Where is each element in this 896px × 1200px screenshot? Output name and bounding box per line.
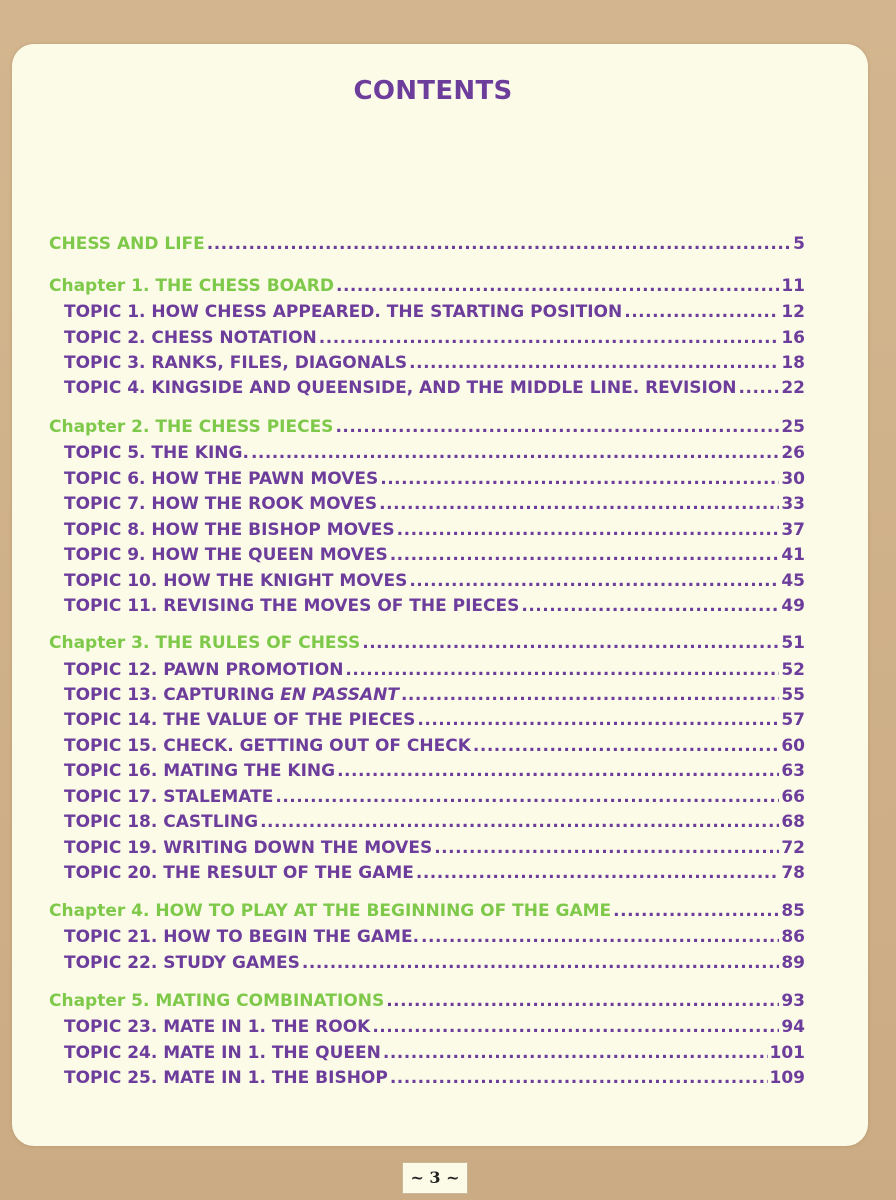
topic-entry bbox=[64, 351, 805, 375]
dot-leader bbox=[207, 232, 791, 256]
topic-entry bbox=[64, 810, 805, 834]
entry-label: TOPIC 7. HOW THE ROOK MOVES bbox=[64, 494, 378, 514]
topic-entry bbox=[64, 861, 805, 885]
topic-entry bbox=[64, 683, 805, 707]
topic-entry bbox=[64, 734, 805, 758]
entry-page-number: 37 bbox=[781, 520, 805, 540]
entry-page-number: 18 bbox=[781, 353, 805, 373]
topic-entry bbox=[64, 785, 805, 809]
dot-leader bbox=[386, 989, 779, 1013]
entry-label: Chapter 2. THE CHESS PIECES bbox=[49, 417, 334, 437]
entry-label: Chapter 3. THE RULES OF CHESS bbox=[49, 633, 361, 653]
page-number: ~ 3 ~ bbox=[402, 1162, 468, 1194]
dot-leader bbox=[251, 441, 779, 465]
entry-page-number: 11 bbox=[781, 276, 805, 296]
chapter-entry bbox=[49, 232, 805, 256]
entry-page-number: 12 bbox=[781, 302, 805, 322]
entry-label: TOPIC 23. MATE IN 1. THE ROOK bbox=[64, 1017, 371, 1037]
entry-page-number: 16 bbox=[781, 328, 805, 348]
topic-entry bbox=[64, 759, 805, 783]
dot-leader bbox=[379, 492, 779, 516]
topic-entry bbox=[64, 836, 805, 860]
entry-page-number: 45 bbox=[781, 571, 805, 591]
topic-entry bbox=[64, 441, 805, 465]
dot-leader bbox=[390, 1066, 768, 1090]
entry-label: TOPIC 11. REVISING THE MOVES OF THE PIECES bbox=[64, 596, 520, 616]
entry-page-number: 85 bbox=[781, 901, 805, 921]
entry-page-number: 26 bbox=[781, 443, 805, 463]
entry-page-number: 89 bbox=[781, 953, 805, 973]
entry-page-number: 52 bbox=[781, 660, 805, 680]
dot-leader bbox=[401, 683, 779, 707]
entry-page-number: 60 bbox=[781, 736, 805, 756]
entry-label: Chapter 5. MATING COMBINATIONS bbox=[49, 991, 385, 1011]
dot-leader bbox=[319, 326, 780, 350]
chapter-entry bbox=[49, 899, 805, 923]
entry-page-number: 68 bbox=[781, 812, 805, 832]
entry-label: TOPIC 25. MATE IN 1. THE BISHOP bbox=[64, 1068, 388, 1088]
dot-leader bbox=[345, 658, 779, 682]
topic-entry bbox=[64, 1015, 805, 1039]
chapter-entry bbox=[49, 989, 805, 1013]
dot-leader bbox=[421, 925, 779, 949]
entry-label: TOPIC 18. CASTLING bbox=[64, 812, 259, 832]
topic-entry bbox=[64, 951, 805, 975]
entry-label: TOPIC 13. CAPTURING EN PASSANT bbox=[64, 685, 399, 705]
dot-leader bbox=[302, 951, 779, 975]
entry-label: TOPIC 1. HOW CHESS APPEARED. THE STARTING POSITION bbox=[64, 302, 623, 322]
dot-leader bbox=[409, 351, 779, 375]
topic-entry bbox=[64, 594, 805, 618]
topic-entry bbox=[64, 1041, 805, 1065]
entry-label-italic: EN PASSANT bbox=[280, 685, 399, 705]
entry-page-number: 22 bbox=[781, 378, 805, 398]
page-title: CONTENTS bbox=[353, 76, 513, 106]
dot-leader bbox=[397, 518, 780, 542]
topic-entry bbox=[64, 1066, 805, 1090]
dot-leader bbox=[336, 274, 779, 298]
entry-page-number: 25 bbox=[781, 417, 805, 437]
entry-page-number: 101 bbox=[769, 1043, 805, 1063]
chapter-entry bbox=[49, 274, 805, 298]
entry-label: TOPIC 21. HOW TO BEGIN THE GAME. bbox=[64, 927, 420, 947]
entry-page-number: 66 bbox=[781, 787, 805, 807]
chapter-entry bbox=[49, 415, 805, 439]
dot-leader bbox=[380, 467, 779, 491]
entry-page-number: 55 bbox=[781, 685, 805, 705]
entry-label: TOPIC 9. HOW THE QUEEN MOVES bbox=[64, 545, 388, 565]
topic-entry bbox=[64, 376, 805, 400]
entry-label: Chapter 1. THE CHESS BOARD bbox=[49, 276, 335, 296]
entry-page-number: 94 bbox=[781, 1017, 805, 1037]
dot-leader bbox=[739, 376, 780, 400]
entry-label: TOPIC 10. HOW THE KNIGHT MOVES bbox=[64, 571, 408, 591]
topic-entry bbox=[64, 326, 805, 350]
dot-leader bbox=[409, 569, 779, 593]
entry-page-number: 63 bbox=[781, 761, 805, 781]
entry-label: TOPIC 2. CHESS NOTATION bbox=[64, 328, 317, 348]
entry-page-number: 78 bbox=[781, 863, 805, 883]
topic-entry bbox=[64, 492, 805, 516]
dot-leader bbox=[383, 1041, 768, 1065]
dot-leader bbox=[372, 1015, 779, 1039]
entry-page-number: 86 bbox=[781, 927, 805, 947]
entry-label: TOPIC 24. MATE IN 1. THE QUEEN bbox=[64, 1043, 381, 1063]
entry-label: TOPIC 17. STALEMATE bbox=[64, 787, 274, 807]
entry-page-number: 109 bbox=[769, 1068, 805, 1088]
topic-entry bbox=[64, 518, 805, 542]
dot-leader bbox=[613, 899, 779, 923]
dot-leader bbox=[417, 708, 779, 732]
entry-page-number: 41 bbox=[781, 545, 805, 565]
topic-entry bbox=[64, 708, 805, 732]
entry-label: TOPIC 3. RANKS, FILES, DIAGONALS bbox=[64, 353, 408, 373]
dot-leader bbox=[416, 861, 779, 885]
entry-label: Chapter 4. HOW TO PLAY AT THE BEGINNING OF THE GAME bbox=[49, 901, 612, 921]
topic-entry bbox=[64, 467, 805, 491]
dot-leader bbox=[390, 543, 780, 567]
entry-label: CHESS AND LIFE bbox=[49, 234, 205, 254]
entry-label: TOPIC 15. CHECK. GETTING OUT OF CHECK bbox=[64, 736, 471, 756]
entry-label: TOPIC 20. THE RESULT OF THE GAME bbox=[64, 863, 414, 883]
entry-page-number: 30 bbox=[781, 469, 805, 489]
chapter-entry bbox=[49, 631, 805, 655]
entry-page-number: 33 bbox=[781, 494, 805, 514]
topic-entry bbox=[64, 569, 805, 593]
dot-leader bbox=[337, 759, 779, 783]
entry-page-number: 72 bbox=[781, 838, 805, 858]
entry-label: TOPIC 12. PAWN PROMOTION bbox=[64, 660, 344, 680]
entry-page-number: 93 bbox=[781, 991, 805, 1011]
entry-label: TOPIC 5. THE KING. bbox=[64, 443, 249, 463]
entry-page-number: 49 bbox=[781, 596, 805, 616]
entry-page-number: 57 bbox=[781, 710, 805, 730]
dot-leader bbox=[260, 810, 779, 834]
entry-label: TOPIC 8. HOW THE BISHOP MOVES bbox=[64, 520, 395, 540]
dot-leader bbox=[434, 836, 779, 860]
dot-leader bbox=[362, 631, 779, 655]
entry-label: TOPIC 19. WRITING DOWN THE MOVES bbox=[64, 838, 433, 858]
entry-page-number: 51 bbox=[781, 633, 805, 653]
entry-page-number: 5 bbox=[793, 234, 805, 254]
entry-label: TOPIC 4. KINGSIDE AND QUEENSIDE, AND THE MIDDLE LINE. REVISION bbox=[64, 378, 737, 398]
dot-leader bbox=[275, 785, 779, 809]
dot-leader bbox=[473, 734, 779, 758]
topic-entry bbox=[64, 300, 805, 324]
dot-leader bbox=[521, 594, 779, 618]
topic-entry bbox=[64, 543, 805, 567]
topic-entry bbox=[64, 925, 805, 949]
dot-leader bbox=[335, 415, 779, 439]
entry-label: TOPIC 16. MATING THE KING bbox=[64, 761, 336, 781]
entry-label: TOPIC 22. STUDY GAMES bbox=[64, 953, 300, 973]
dot-leader bbox=[624, 300, 779, 324]
entry-label: TOPIC 14. THE VALUE OF THE PIECES bbox=[64, 710, 416, 730]
topic-entry bbox=[64, 658, 805, 682]
entry-label: TOPIC 6. HOW THE PAWN MOVES bbox=[64, 469, 379, 489]
